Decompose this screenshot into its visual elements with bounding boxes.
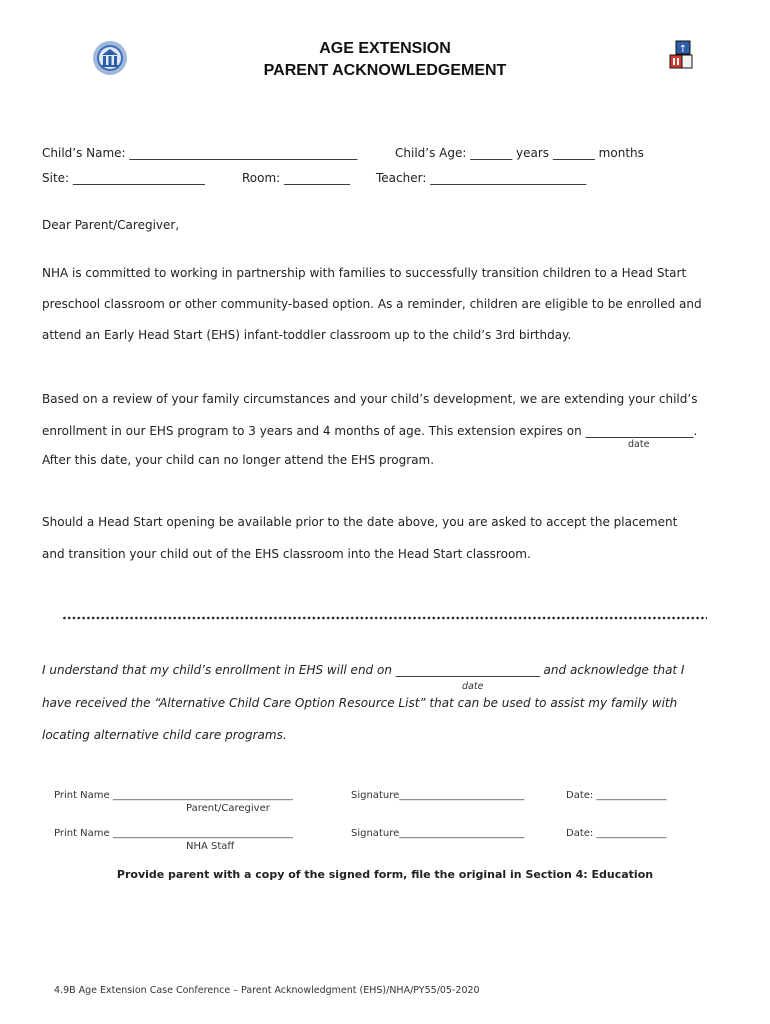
childs-name-field[interactable]: Child’s Name: ______________________________________ [42,146,358,160]
expiry-date-label: date [628,439,650,450]
filing-instruction: Provide parent with a copy of the signed form, file the original in Section 4: Education [116,868,654,881]
parent-print-name-field[interactable]: Print Name ____________________________________ [54,790,293,801]
acknowledgement-line-3: locating alternative child care programs. [42,728,287,742]
paragraph-2-line-3: After this date, your child can no longer attend the EHS program. [42,453,435,467]
footer-form-id: 4.9B Age Extension Case Conference – Parent Acknowledgment (EHS)/NHA/PY55/05-2020 [54,985,480,996]
teacher-field[interactable]: Teacher: __________________________ [376,171,587,185]
paragraph-3-line-1: Should a Head Start opening be available prior to the date above, you are asked to accept the placement [42,515,678,529]
acknowledgement-line-1[interactable]: I understand that my child’s enrollment in EHS will end on ________________________ and acknowledge that I [42,663,685,677]
parent-date-field[interactable]: Date: ______________ [566,790,667,801]
parent-signature-field[interactable]: Signature_________________________ [351,790,525,801]
room-field[interactable]: Room: ___________ [242,171,351,185]
paragraph-2-line-1: Based on a review of your family circumstances and your child’s development, we are extending your child’s [42,392,698,406]
acknowledgement-date-label: date [462,681,484,692]
staff-date-field[interactable]: Date: ______________ [566,828,667,839]
title-line-2: PARENT ACKNOWLEDGEMENT [263,62,507,79]
paragraph-1-line-1: NHA is committed to working in partnership with families to successfully transition children to a Head Start [42,266,687,280]
dotted-divider [62,616,707,620]
parent-role-label: Parent/Caregiver [186,803,270,814]
acknowledgement-line-2: have received the “Alternative Child Care Option Resource List” that can be used to assist my family with [42,696,678,710]
svg-text:↑: ↑ [678,44,688,55]
paragraph-1-line-3: attend an Early Head Start (EHS) infant-toddler classroom up to the child’s 3rd birthday. [42,328,572,342]
salutation: Dear Parent/Caregiver, [42,218,180,232]
paragraph-3-line-2: and transition your child out of the EHS classroom into the Head Start classroom. [42,547,531,561]
staff-role-label: NHA Staff [186,841,235,852]
paragraph-2-line-2[interactable]: enrollment in our EHS program to 3 years and 4 months of age. This extension expires on __________________. [42,424,698,438]
childs-age-field[interactable]: Child’s Age: _______ years _______ months [395,146,644,160]
paragraph-1-line-2: preschool classroom or other community-based option. As a reminder, children are eligible to be enrolled and [42,297,702,311]
site-field[interactable]: Site: ______________________ [42,171,205,185]
staff-print-name-field[interactable]: Print Name ____________________________________ [54,828,293,839]
staff-signature-field[interactable]: Signature_________________________ [351,828,525,839]
title-line-1: AGE EXTENSION [319,40,451,57]
